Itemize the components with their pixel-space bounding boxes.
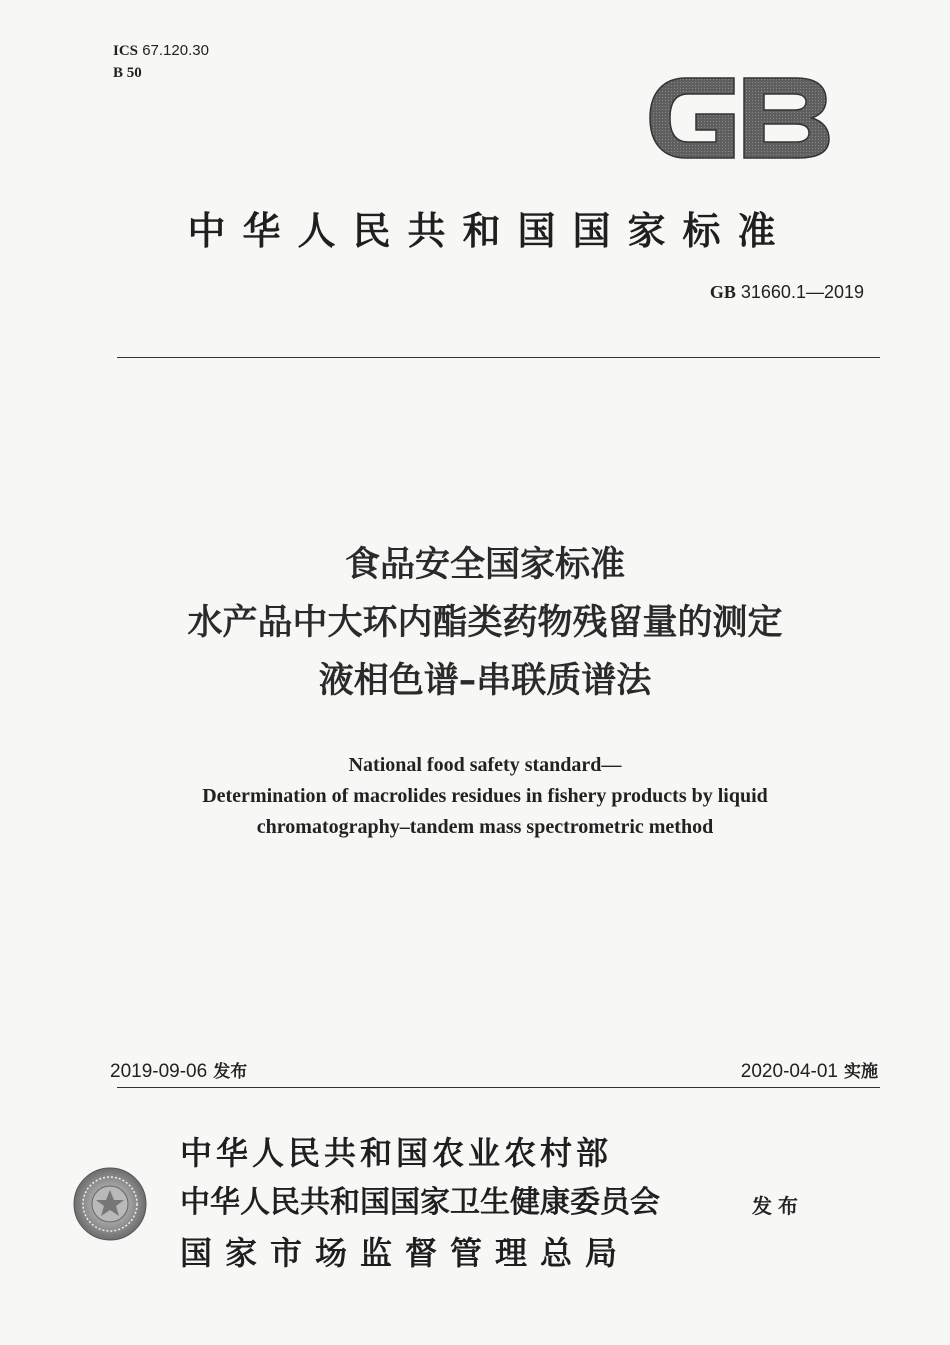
chinese-title-line: 液相色谱–串联质谱法 bbox=[318, 661, 652, 701]
english-title-line: National food safety standard— bbox=[348, 754, 622, 776]
ics-line bbox=[113, 40, 209, 62]
national-standard-title: 中华人民共和国国家标准 bbox=[187, 208, 793, 253]
ccs-code: B 50 bbox=[113, 65, 142, 81]
chinese-title-line: 食品安全国家标准 bbox=[344, 545, 625, 585]
issuer-line: 中华人民共和国国家卫生健康委员会 bbox=[180, 1185, 660, 1220]
ics-classification bbox=[113, 40, 209, 84]
issuing-authorities bbox=[180, 1128, 660, 1278]
standard-number-value: 31660.1—2019 bbox=[740, 282, 864, 302]
issuer-line: 中华人民共和国农业农村部 bbox=[180, 1134, 613, 1172]
standard-number bbox=[710, 282, 864, 303]
english-title bbox=[60, 750, 910, 843]
standard-number-prefix: GB bbox=[709, 282, 736, 302]
national-emblem-seal bbox=[72, 1166, 148, 1242]
english-title-line: Determination of macrolides residues in fishery products by liquid bbox=[202, 785, 768, 807]
issue-label: 发布 bbox=[213, 1062, 248, 1082]
issue-date-line bbox=[110, 1057, 247, 1083]
gb-logo bbox=[646, 72, 832, 164]
ics-label: ICS bbox=[113, 43, 139, 59]
implement-date-line bbox=[741, 1057, 878, 1083]
implement-date: 2020-04-01 bbox=[740, 1061, 838, 1082]
chinese-title-line: 水产品中大环内酯类药物残留量的测定 bbox=[187, 603, 783, 643]
chinese-title bbox=[60, 536, 910, 710]
bottom-divider bbox=[117, 1087, 880, 1088]
publish-label: 发布 bbox=[752, 1194, 804, 1218]
top-divider bbox=[117, 357, 880, 358]
ics-code: 67.120.30 bbox=[142, 42, 209, 59]
english-title-line: chromatography–tandem mass spectrometric method bbox=[256, 816, 714, 838]
issuer-line: 国家市场监督管理总局 bbox=[180, 1234, 631, 1272]
issue-date: 2019-09-06 bbox=[110, 1061, 208, 1082]
implement-label: 实施 bbox=[844, 1062, 878, 1082]
